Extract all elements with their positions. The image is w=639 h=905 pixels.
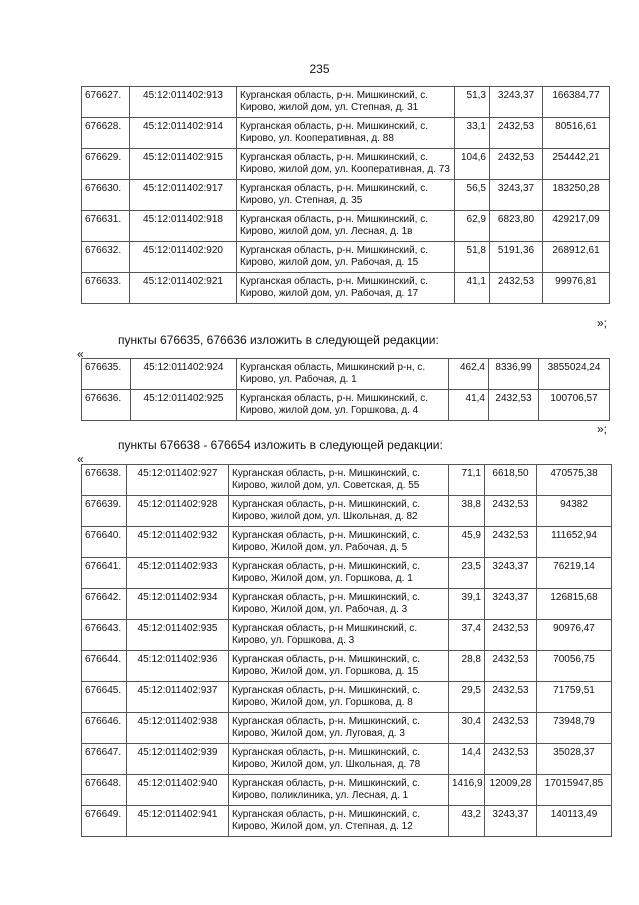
table-row xyxy=(82,682,612,713)
area-cell: 71,1 xyxy=(449,465,485,496)
unit-price-cell: 2432,53 xyxy=(485,713,537,744)
row-number-cell: 676646. xyxy=(82,713,127,744)
table-row xyxy=(82,118,610,149)
unit-price-cell: 3243,37 xyxy=(490,180,543,211)
area-cell: 23,5 xyxy=(449,558,485,589)
area-cell: 28,8 xyxy=(449,651,485,682)
cadastral-number-cell: 45:12:011402:921 xyxy=(130,273,237,304)
register-table-2 xyxy=(81,358,610,421)
unit-price-cell: 2432,53 xyxy=(490,149,543,180)
page-number: 235 xyxy=(309,62,330,76)
table-row xyxy=(82,242,610,273)
area-cell: 38,8 xyxy=(449,496,485,527)
cadastral-value-cell: 111652,94 xyxy=(537,527,612,558)
cadastral-value-cell: 183250,28 xyxy=(543,180,610,211)
row-number-cell: 676627. xyxy=(82,87,130,118)
table-row xyxy=(82,744,612,775)
address-cell: Курганская область, р-н. Мишкинский, с. Кирово, Жилой дом, ул. Луговая, д. 3 xyxy=(229,713,449,744)
area-cell: 37,4 xyxy=(449,620,485,651)
row-number-cell: 676649. xyxy=(82,806,127,837)
cadastral-number-cell: 45:12:011402:918 xyxy=(130,211,237,242)
row-number-cell: 676631. xyxy=(82,211,130,242)
unit-price-cell: 2432,53 xyxy=(485,496,537,527)
address-cell: Курганская область, р-н. Мишкинский, с. Кирово, жилой дом, ул. Лесная, д. 1в xyxy=(237,211,455,242)
unit-price-cell: 5191,36 xyxy=(490,242,543,273)
unit-price-cell: 2432,53 xyxy=(490,273,543,304)
cadastral-value-cell: 76219,14 xyxy=(537,558,612,589)
address-cell: Курганская область, р-н. Мишкинский, с. Кирово, Жилой дом, ул. Горшкова, д. 1 xyxy=(229,558,449,589)
row-number-cell: 676635. xyxy=(82,359,131,390)
cadastral-number-cell: 45:12:011402:932 xyxy=(127,527,229,558)
address-cell: Курганская область, р-н. Мишкинский, с. Кирово, жилой дом, ул. Горшкова, д. 4 xyxy=(237,390,449,421)
table-row xyxy=(82,713,612,744)
cadastral-value-cell: 73948,79 xyxy=(537,713,612,744)
area-cell: 33,1 xyxy=(455,118,490,149)
unit-price-cell: 2432,53 xyxy=(485,651,537,682)
table-row xyxy=(82,149,610,180)
row-number-cell: 676630. xyxy=(82,180,130,211)
table-row xyxy=(82,651,612,682)
cadastral-number-cell: 45:12:011402:937 xyxy=(127,682,229,713)
cadastral-number-cell: 45:12:011402:925 xyxy=(131,390,237,421)
cadastral-number-cell: 45:12:011402:928 xyxy=(127,496,229,527)
area-cell: 62,9 xyxy=(455,211,490,242)
unit-price-cell: 3243,37 xyxy=(485,589,537,620)
row-number-cell: 676628. xyxy=(82,118,130,149)
table-row xyxy=(82,806,612,837)
address-cell: Курганская область, р-н. Мишкинский, с. Кирово, поликлиника, ул. Лесная, д. 1 xyxy=(229,775,449,806)
cadastral-value-cell: 90976,47 xyxy=(537,620,612,651)
address-cell: Курганская область, р-н. Мишкинский, с. Кирово, ул. Кооперативная, д. 88 xyxy=(237,118,455,149)
address-cell: Курганская область, р-н. Мишкинский, с. Кирово, жилой дом, ул. Школьная, д. 82 xyxy=(229,496,449,527)
amendment-instruction-2: пункты 676638 - 676654 изложить в следующей редакции: xyxy=(118,438,443,452)
area-cell: 45,9 xyxy=(449,527,485,558)
cadastral-number-cell: 45:12:011402:933 xyxy=(127,558,229,589)
unit-price-cell: 2432,53 xyxy=(489,390,539,421)
table-row xyxy=(82,273,610,304)
cadastral-value-cell: 140113,49 xyxy=(537,806,612,837)
cadastral-number-cell: 45:12:011402:938 xyxy=(127,713,229,744)
unit-price-cell: 8336,99 xyxy=(489,359,539,390)
table-row xyxy=(82,589,612,620)
table-row xyxy=(82,775,612,806)
row-number-cell: 676645. xyxy=(82,682,127,713)
address-cell: Курганская область, р-н. Мишкинский, с. Кирово, Жилой дом, ул. Степная, д. 12 xyxy=(229,806,449,837)
address-cell: Курганская область, р-н. Мишкинский, с. Кирово, Жилой дом, ул. Горшкова, д. 8 xyxy=(229,682,449,713)
table-row xyxy=(82,211,610,242)
cadastral-number-cell: 45:12:011402:936 xyxy=(127,651,229,682)
address-cell: Курганская область, р-н. Мишкинский, с. Кирово, жилой дом, ул. Степная, д. 31 xyxy=(237,87,455,118)
cadastral-value-cell: 99976,81 xyxy=(543,273,610,304)
unit-price-cell: 2432,53 xyxy=(485,620,537,651)
unit-price-cell: 3243,37 xyxy=(490,87,543,118)
address-cell: Курганская область, р-н. Мишкинский, с. Кирово, ул. Степная, д. 35 xyxy=(237,180,455,211)
closing-quote-1: »; xyxy=(596,316,607,330)
cadastral-value-cell: 100706,57 xyxy=(539,390,610,421)
cadastral-number-cell: 45:12:011402:913 xyxy=(130,87,237,118)
unit-price-cell: 2432,53 xyxy=(485,527,537,558)
row-number-cell: 676644. xyxy=(82,651,127,682)
address-cell: Курганская область, р-н. Мишкинский, с. Кирово, Жилой дом, ул. Школьная, д. 78 xyxy=(229,744,449,775)
area-cell: 41,1 xyxy=(455,273,490,304)
cadastral-value-cell: 166384,77 xyxy=(543,87,610,118)
row-number-cell: 676642. xyxy=(82,589,127,620)
cadastral-value-cell: 126815,68 xyxy=(537,589,612,620)
area-cell: 39,1 xyxy=(449,589,485,620)
cadastral-number-cell: 45:12:011402:915 xyxy=(130,149,237,180)
area-cell: 29,5 xyxy=(449,682,485,713)
table-row xyxy=(82,558,612,589)
closing-quote-2: »; xyxy=(596,422,607,436)
cadastral-value-cell: 94382 xyxy=(537,496,612,527)
unit-price-cell: 3243,37 xyxy=(485,806,537,837)
row-number-cell: 676641. xyxy=(82,558,127,589)
area-cell: 43,2 xyxy=(449,806,485,837)
opening-quote-1: « xyxy=(77,347,84,361)
address-cell: Курганская область, р-н. Мишкинский, с. Кирово, жилой дом, ул. Рабочая, д. 15 xyxy=(237,242,455,273)
cadastral-number-cell: 45:12:011402:914 xyxy=(130,118,237,149)
area-cell: 462,4 xyxy=(449,359,489,390)
unit-price-cell: 6618,50 xyxy=(485,465,537,496)
cadastral-number-cell: 45:12:011402:941 xyxy=(127,806,229,837)
amendment-instruction-1: пункты 676635, 676636 изложить в следующей редакции: xyxy=(118,333,439,347)
cadastral-number-cell: 45:12:011402:935 xyxy=(127,620,229,651)
row-number-cell: 676638. xyxy=(82,465,127,496)
address-cell: Курганская область, р-н Мишкинский, с. Кирово, ул. Горшкова, д. 3 xyxy=(229,620,449,651)
area-cell: 104,6 xyxy=(455,149,490,180)
area-cell: 51,8 xyxy=(455,242,490,273)
cadastral-number-cell: 45:12:011402:940 xyxy=(127,775,229,806)
unit-price-cell: 6823,80 xyxy=(490,211,543,242)
unit-price-cell: 2432,53 xyxy=(485,682,537,713)
table-row xyxy=(82,527,612,558)
cadastral-value-cell: 429217,09 xyxy=(543,211,610,242)
register-table-3 xyxy=(81,464,612,837)
table-row xyxy=(82,465,612,496)
address-cell: Курганская область, Мишкинский р-н, с. Кирово, ул. Рабочая, д. 1 xyxy=(237,359,449,390)
table-row xyxy=(82,620,612,651)
cadastral-number-cell: 45:12:011402:934 xyxy=(127,589,229,620)
row-number-cell: 676636. xyxy=(82,390,131,421)
row-number-cell: 676633. xyxy=(82,273,130,304)
area-cell: 30,4 xyxy=(449,713,485,744)
area-cell: 56,5 xyxy=(455,180,490,211)
unit-price-cell: 3243,37 xyxy=(485,558,537,589)
row-number-cell: 676640. xyxy=(82,527,127,558)
row-number-cell: 676647. xyxy=(82,744,127,775)
row-number-cell: 676643. xyxy=(82,620,127,651)
table-row xyxy=(82,180,610,211)
address-cell: Курганская область, р-н. Мишкинский, с. Кирово, жилой дом, ул. Кооперативная, д. 73 xyxy=(237,149,455,180)
address-cell: Курганская область, р-н. Мишкинский, с. Кирово, жилой дом, ул. Рабочая, д. 17 xyxy=(237,273,455,304)
cadastral-value-cell: 470575,38 xyxy=(537,465,612,496)
table-row xyxy=(82,359,610,390)
cadastral-number-cell: 45:12:011402:924 xyxy=(131,359,237,390)
cadastral-value-cell: 268912,61 xyxy=(543,242,610,273)
row-number-cell: 676648. xyxy=(82,775,127,806)
cadastral-value-cell: 17015947,85 xyxy=(537,775,612,806)
cadastral-value-cell: 80516,61 xyxy=(543,118,610,149)
address-cell: Курганская область, р-н. Мишкинский, с. Кирово, Жилой дом, ул. Горшкова, д. 15 xyxy=(229,651,449,682)
cadastral-number-cell: 45:12:011402:920 xyxy=(130,242,237,273)
row-number-cell: 676639. xyxy=(82,496,127,527)
row-number-cell: 676632. xyxy=(82,242,130,273)
address-cell: Курганская область, р-н. Мишкинский, с. Кирово, жилой дом, ул. Советская, д. 55 xyxy=(229,465,449,496)
cadastral-number-cell: 45:12:011402:927 xyxy=(127,465,229,496)
address-cell: Курганская область, р-н. Мишкинский, с. Кирово, Жилой дом, ул. Рабочая, д. 3 xyxy=(229,589,449,620)
opening-quote-2: « xyxy=(77,452,84,466)
cadastral-value-cell: 254442,21 xyxy=(543,149,610,180)
address-cell: Курганская область, р-н. Мишкинский, с. Кирово, Жилой дом, ул. Рабочая, д. 5 xyxy=(229,527,449,558)
table-row xyxy=(82,390,610,421)
unit-price-cell: 12009,28 xyxy=(485,775,537,806)
cadastral-value-cell: 3855024,24 xyxy=(539,359,610,390)
cadastral-number-cell: 45:12:011402:939 xyxy=(127,744,229,775)
area-cell: 41,4 xyxy=(449,390,489,421)
register-table-1 xyxy=(81,86,610,304)
cadastral-value-cell: 70056,75 xyxy=(537,651,612,682)
cadastral-number-cell: 45:12:011402:917 xyxy=(130,180,237,211)
cadastral-value-cell: 71759,51 xyxy=(537,682,612,713)
unit-price-cell: 2432,53 xyxy=(490,118,543,149)
table-row xyxy=(82,87,610,118)
table-row xyxy=(82,496,612,527)
area-cell: 51,3 xyxy=(455,87,490,118)
area-cell: 1416,9 xyxy=(449,775,485,806)
row-number-cell: 676629. xyxy=(82,149,130,180)
cadastral-value-cell: 35028,37 xyxy=(537,744,612,775)
area-cell: 14,4 xyxy=(449,744,485,775)
unit-price-cell: 2432,53 xyxy=(485,744,537,775)
